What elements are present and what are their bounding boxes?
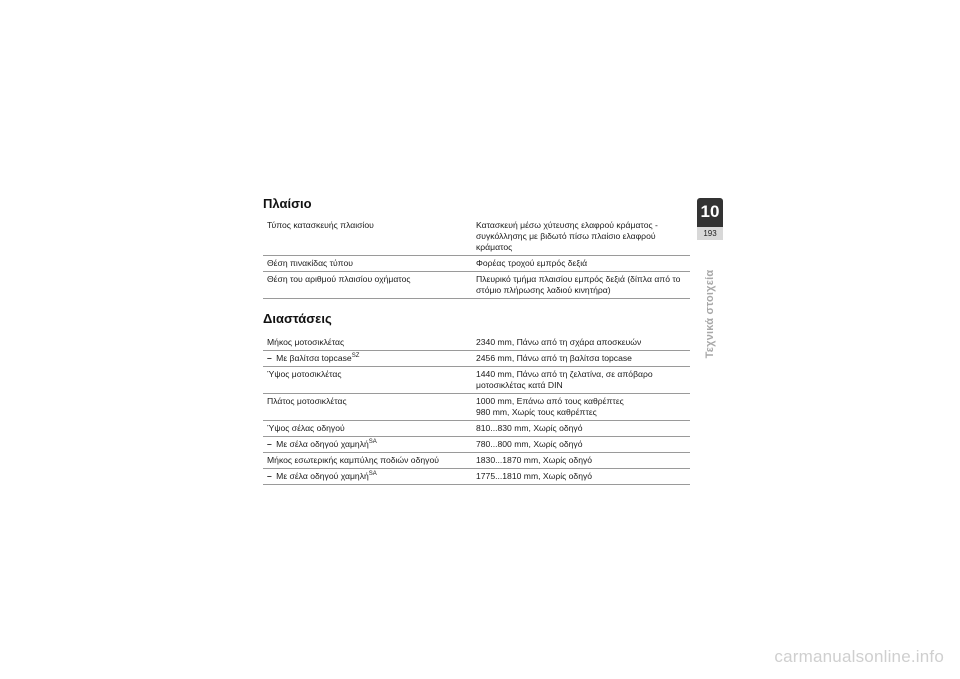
spec-key: Ύψος σέλας οδηγού [263,421,472,437]
spec-value: 1440 mm, Πάνω από τη ζελατίνα, σε απόβαρο μοτοσικλέτας κατά DIN [472,367,690,394]
table-row [263,272,690,299]
table-row [263,367,690,394]
sub-item-dash: – [267,353,272,363]
spec-key: Τύπος κατασκευής πλαισίου [263,218,472,256]
frame-table [263,218,690,299]
spec-value: 2340 mm, Πάνω από τη σχάρα αποσκευών [472,335,690,351]
option-code: SZ [351,353,360,360]
spec-key: – Με βαλίτσα topcase$^{SZ}$ [263,351,472,367]
section-title-frame: Πλαίσιο [263,196,312,211]
chapter-number: 10 [700,202,720,221]
chapter-tab [697,198,723,240]
table-row [263,335,690,351]
dimensions-table [263,335,690,485]
option-code: SA [368,471,377,478]
spec-key: Μήκος εσωτερικής καμπύλης ποδιών οδηγού [263,453,472,469]
table-row [263,351,690,367]
page-number: 193 [697,227,723,240]
content-area [263,196,690,485]
spec-key: – Με σέλα οδηγού χαμηλή$^{SA}$ [263,469,472,485]
table-row [263,453,690,469]
spec-key: Ύψος μοτοσικλέτας [263,367,472,394]
table-row [263,469,690,485]
spec-value: Πλευρικό τμήμα πλαισίου εμπρός δεξιά (δίπλα από το στόμιο πλήρωσης λαδιού κινητήρα) [472,272,690,299]
option-code: SA [368,439,377,446]
table-row [263,256,690,272]
table-row [263,218,690,256]
spec-key: Πλάτος μοτοσικλέτας [263,394,472,421]
spec-value: 1775...1810 mm, Χωρίς οδηγό [472,469,690,485]
sub-item-dash: – [267,471,272,481]
chapter-side-label [698,244,722,384]
spec-value: 810...830 mm, Χωρίς οδηγό [472,421,690,437]
spec-value: 2456 mm, Πάνω από τη βαλίτσα topcase [472,351,690,367]
sub-item-dash: – [267,439,272,449]
spec-value: 780...800 mm, Χωρίς οδηγό [472,437,690,453]
chapter-title: Τεχνικά στοιχεία [704,269,716,359]
table-row [263,421,690,437]
spec-value: 1000 mm, Επάνω από τους καθρέπτες 980 mm, Χωρίς τους καθρέπτες [472,394,690,421]
spec-key: Θέση πινακίδας τύπου [263,256,472,272]
spec-value: 1830...1870 mm, Χωρίς οδηγό [472,453,690,469]
spec-value: Φορέας τροχού εμπρός δεξιά [472,256,690,272]
watermark: carmanualsonline.info [774,647,944,666]
spec-key: – Με σέλα οδηγού χαμηλή$^{SA}$ [263,437,472,453]
section-title-dimensions: Διαστάσεις [263,311,332,326]
table-row [263,394,690,421]
spec-value: Κατασκευή μέσω χύτευσης ελαφρού κράματος - συγκόλλησης με βιδωτό πίσω πλαίσιο ελαφρού κράματος [472,218,690,256]
spec-key: Θέση του αριθμού πλαισίου οχήματος [263,272,472,299]
spec-key: Μήκος μοτοσικλέτας [263,335,472,351]
table-row [263,437,690,453]
